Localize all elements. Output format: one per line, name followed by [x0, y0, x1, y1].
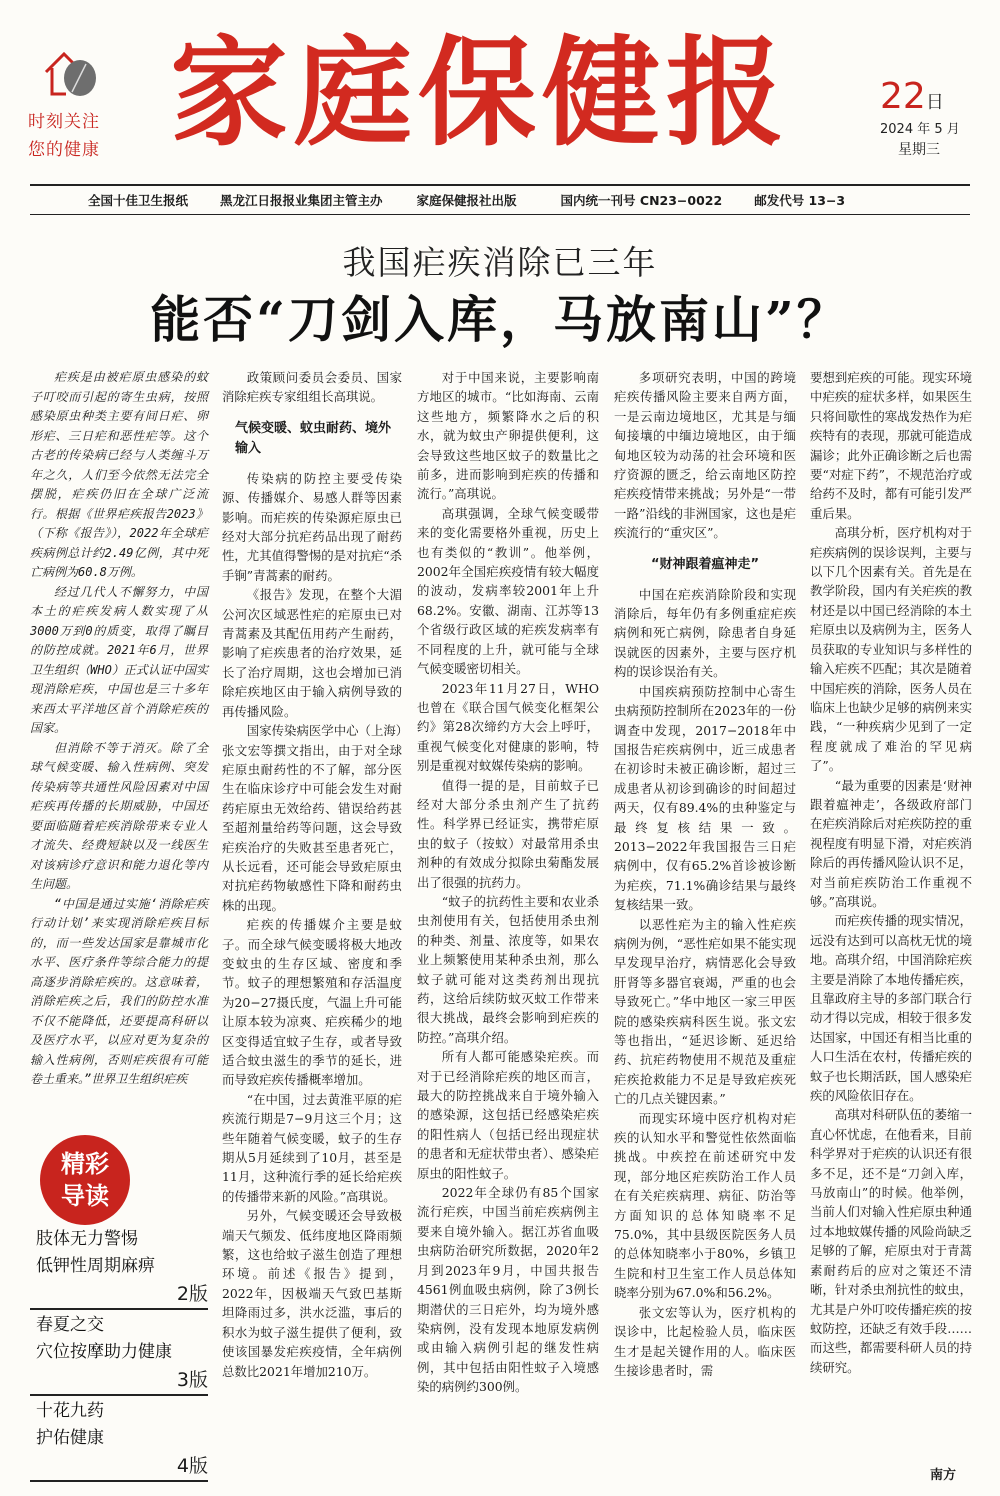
- article-column-4: [614, 368, 796, 1380]
- highlights-badge-line-2: 导读: [61, 1182, 109, 1210]
- info-award: 全国十佳卫生报纸: [88, 193, 189, 208]
- highlight-line-2: 低钾性周期麻痹: [36, 1256, 155, 1276]
- article-column-2: [222, 368, 402, 1381]
- paragraph: 中国在疟疾消除阶段和实现消除后，每年仍有多例重症疟疾病例和死亡病例，除患者自身延误就医的因素外，主要与医疗机构的误诊误治有关。: [614, 586, 796, 680]
- highlight-page: 3版: [30, 1365, 208, 1396]
- highlight-line-1: 春夏之交: [36, 1315, 104, 1335]
- paragraph: 但消除不等于消灭。除了全球气候变暖、输入性病例、突发传染病等共通性风险因素对中国疟疾再传播的长期威胁，中国还要面临随着疟疾消除带来专业人才流失、经费短缺以及一线医生对该病诊疗意识和能力退化等内生问题。: [30, 740, 208, 891]
- paragraph: 所有人都可能感染疟疾。而对于已经消除疟疾的地区而言，最大的防控挑战来自于境外输入的感染源，这包括已经感染疟疾的阳性病人（包括已经出现症状的患者和无症状带虫者）、感染疟原虫的阳性蚊子。: [417, 1049, 599, 1181]
- highlight-page: 4版: [30, 1451, 208, 1482]
- publication-info-bar: [30, 184, 970, 215]
- paragraph: 张文宏等认为，医疗机构的误诊中，比起检验人员，临床医生才是起关键作用的人。临床医生接诊患者时，需: [614, 1304, 796, 1378]
- weekday: 星期三: [898, 142, 940, 158]
- info-issn: 国内统一刊号 CN23−0022: [560, 193, 723, 208]
- paragraph: “最为重要的因素是‘财神跟着瘟神走’，各级政府部门在疟疾消除后对疟疾防控的重视程度有明显下滑，对疟疾消除后的再传播风险认识不足，对当前疟疾防治工作重视不够。”高琪说。: [810, 777, 972, 909]
- paragraph: 以恶性疟为主的输入性疟疾病例为例，“恶性疟如果不能实现早发现早治疗，病情恶化会导致肝肾等多器官衰竭，严重的也会导致死亡。”华中地区一家三甲医院的感染疾病科医生说。张文宏等也指出，“延迟诊断、延迟给药、抗疟药物使用不规范及重症疟疾抢救能力不足是导致疟疾死亡的几点关键因素。”: [614, 916, 796, 1107]
- paragraph: 疟疾的传播媒介主要是蚊子。而全球气候变暖将极大地改变蚊虫的生存区域、密度和季节。蚊子的理想繁殖和存活温度为20−27摄氏度，气温上升可能让原本较为凉爽、疟疾稀少的地区变得适宜蚊子生存，或者导致适合蚊虫滋生的季节的延长，进而导致疟疾传播概率增加。: [222, 917, 402, 1088]
- highlight-item[interactable]: [30, 1398, 210, 1452]
- paragraph: 《报告》发现，在整个大湄公河次区域恶性疟的疟原虫已对青蒿素及其配伍用药产生耐药，影响了疟疾患者的治疗效果，延长了治疗周期，这也会增加已消除疟疾地区由于输入病例导致的再传播风险。: [222, 587, 402, 719]
- slogan-line-2: 您的健康: [28, 140, 100, 160]
- paragraph: “在中国，过去黄淮平原的疟疾流行期是7−9月这三个月；这些年随着气候变暖，蚊子的生存期从5月延续到了10月，甚至是11月，这种流行季的延长给疟疾的传播带来新的风险。”高琪说。: [222, 1091, 402, 1204]
- highlight-line-2: 护佑健康: [36, 1428, 104, 1448]
- paragraph: 中国疾病预防控制中心寄生虫病预防控制所在2023年的一份调查中发现，2017−2018年中国报告疟疾病例中，近三成患者在初诊时未被正确诊断，超过三成患者从初诊到确诊的时间超过两天，仅有89.4%的虫种鉴定与最终复核结果一致。2013−2022年我国报告三日疟病例中，仅有65.2%首诊被诊断为疟疾，71.1%确诊结果与最终复核结果一致。: [614, 683, 796, 913]
- paragraph: 2022年全球仍有85个国家流行疟疾，中国当前疟疾病例主要来自境外输入。据江苏省血吸虫病防治研究所数据，2020年2月到2023年9月，中国共报告4561例血吸虫病例，除了3例长期潜伏的三日疟外，均为境外感染病例，没有发现本地原发病例或由输入病例引起的继发性病例，其中包括由阳性蚊子入境感染的病例约300例。: [417, 1185, 599, 1395]
- article-headline: 能否“刀剑入库，马放南山”？: [150, 290, 850, 349]
- paragraph: 政策顾问委员会委员、国家消除疟疾专家组组长高琪说。: [222, 370, 402, 405]
- paragraph: “蚊子的抗药性主要和农业杀虫剂使用有关，包括使用杀虫剂的种类、剂量、浓度等，如果农业上频繁使用某种杀虫剂，那么蚊子就可能对这类药剂出现抗药，这给后续防蚊灭蚊工作带来很大挑战，最终会影响到疟疾的防控。”高琪介绍。: [417, 893, 599, 1045]
- year-month: 2024 年 5 月: [880, 122, 960, 137]
- highlight-line-2: 穴位按摩助力健康: [36, 1342, 172, 1362]
- paragraph: 对于中国来说，主要影响南方地区的城市。“比如海南、云南这些地方，频繁降水之后的积水，就为蚊虫产卵提供便利，这会导致这些地区蚊子的数量比之前多，进而影响到疟疾的传播和流行。”高琪说。: [417, 370, 599, 502]
- house-leaf-logo-icon: [42, 48, 102, 100]
- paragraph: 国家传染病医学中心（上海）张文宏等撰文指出，由于对全球疟原虫耐药性的不了解，部分医生在临床诊疗中可能会发生对耐药疟原虫无效给药、错误给药甚至超剂量给药等问题，这会导致疟疾治疗的失败甚至患者死亡，从长远看，还可能会导致疟原虫对抗疟药物敏感性下降和耐药虫株的出现。: [222, 723, 402, 913]
- highlights-badge: [40, 1135, 130, 1225]
- paragraph: 高琪分析，医疗机构对于疟疾病例的误诊误判，主要与以下几个因素有关。首先是在教学阶段，国内有关疟疾的教材还是以中国已经消除的本土疟原虫以及病例为主，医务人员获取的专业知识与多样性的输入疟疾不匹配；其次是随着中国疟疾的消除，医务人员在临床上也缺少足够的病例来实践，“一种疾病少见到了一定程度就成了难治的罕见病了”。: [810, 525, 972, 774]
- issue-date: [880, 78, 980, 160]
- paragraph: 值得一提的是，目前蚊子已经对大部分杀虫剂产生了抗药性。科学界已经证实，携带疟原虫的蚊子（按蚊）对最常用杀虫剂种的有效成分拟除虫菊酯发展出了很强的抗药力。: [417, 777, 599, 890]
- paragraph: 而现实环境中医疗机构对疟疾的认知水平和警觉性依然面临挑战。中疾控在前述研究中发现，部分地区疟疾防治工作人员在有关疟疾病理、病征、防治等方面知识的总体知晓率不足75.0%，其中县级医院医务人员的总体知晓率小于80%，乡镇卫生院和村卫生室工作人员总体知晓率分别为67.0%和56.2%。: [614, 1110, 796, 1301]
- paragraph: 高琪对科研队伍的萎缩一直心怀忧虑，在他看来，目前科学界对于疟疾的认识还有很多不足，还不是“刀剑入库，马放南山”的时候。他举例，当前人们对输入性疟原虫种通过本地蚊媒传播的风险尚缺乏足够的了解，疟原虫对于青蒿素耐药后的应对之策还不清晰，针对杀虫剂抗性的蚊虫，尤其是户外叮咬传播疟疾的按蚊防控，还缺乏有效手段……而这些，都需要科研人员的持续研究。: [810, 1107, 972, 1375]
- highlight-page: 2版: [30, 1279, 208, 1310]
- article-kicker: 我国疟疾消除已三年: [342, 243, 658, 282]
- paragraph: 高琪强调，全球气候变暖带来的变化需要格外重视，历史上也有类似的“教训”。他举例，2002年全国疟疾疫情有较大幅度的波动，发病率较2001年上升68.2%。安徽、湖南、江苏等13个省级行政区域的疟疾发病率有不同程度的上升，就可能与全球气候变暖密切相关。: [417, 505, 599, 677]
- paragraph: 经过几代人不懈努力，中国本土的疟疾发病人数实现了从3000万到0的质变，取得了瞩目的防控成就。2021年6月，世界卫生组织（WHO）正式认证中国实现消除疟疾，中国也是三十多年来西太平洋地区首个消除疟疾的国家。: [30, 584, 208, 735]
- article-column-5: [810, 368, 972, 1377]
- info-publisher: 家庭保健报社出版: [416, 193, 517, 208]
- article-column-3: [417, 368, 599, 1397]
- info-postal-code: 邮发代号 13−3: [754, 193, 846, 208]
- highlight-item[interactable]: [30, 1312, 210, 1366]
- highlight-line-1: 十花九药: [36, 1401, 104, 1421]
- paragraph: 而疟疾传播的现实情况，远没有达到可以高枕无忧的境地。高琪介绍，中国消除疟疾主要是消除了本地传播疟疾，且靠政府主导的多部门联合行动才得以完成，相较于很多发达国家，中国还有相当比重的人口生活在农村，传播疟疾的蚊子也长期活跃，国人感染疟疾的风险依旧存在。: [810, 913, 972, 1104]
- highlight-item[interactable]: [30, 1226, 210, 1280]
- highlights-badge-line-1: 精彩: [61, 1150, 109, 1178]
- paragraph: 另外，气候变暖还会导致极端天气频发、低纬度地区降雨频繁，这也给蚊子滋生创造了理想环境。前述《报告》提到，2022年，因极端天气致巴基斯坦降雨过多，洪水泛滥，事后的积水为蚊子滋生提供了便利，致使该国暴发疟疾疫情，全年病例总数比2021年增加210万。: [222, 1208, 402, 1379]
- newspaper-title: 家庭保健报: [170, 23, 791, 162]
- paragraph: 疟疾是由被疟原虫感染的蚊子叮咬而引起的寄生虫病，按照感染原虫种类主要有间日疟、卵形疟、三日疟和恶性疟等。这个古老的传染病已经与人类缠斗万年之久，人们至今依然无法完全摆脱，疟疾仍旧在全球广泛流行。根据《世界疟疾报告2023》（下称《报告》），2022年全球疟疾病例总计约2.49亿例，其中死亡病例为60.8万例。: [30, 370, 208, 579]
- paragraph: 2023年11月27日，WHO也曾在《联合国气候变化框架公约》第28次缔约方大会上呼吁，重视气候变化对健康的影响，特别是重视对蚊媒传染病的影响。: [417, 680, 599, 774]
- article-column-1: [30, 368, 208, 1090]
- highlight-line-1: 肢体无力警惕: [36, 1229, 138, 1249]
- paragraph: 传染病的防控主要受传染源、传播媒介、易感人群等因素影响。而疟疾的传染源疟原虫已经对大部分抗疟药品出现了耐药性，尤其值得警惕的是对抗疟“杀手锏”青蒿素的耐药。: [222, 470, 402, 583]
- paragraph: “中国是通过实施‘消除疟疾行动计划’来实现消除疟疾目标的，而一些发达国家是靠城市化水平、医疗条件等综合能力的提高逐步消除疟疾的。这意味着，消除疟疾之后，我们的防控水准不仅不能降低，还要提高科研以及医疗水平，以应对更为复杂的输入性病例，否则疟疾很有可能卷土重来。”世界卫生组织疟疾: [30, 896, 208, 1086]
- slogan-line-1: 时刻关注: [28, 112, 100, 132]
- section-heading: “财神跟着瘟神走”: [650, 556, 760, 572]
- paragraph: 多项研究表明，中国的跨境疟疾传播风险主要来自两方面，一是云南边境地区，尤其是与缅甸接壤的中缅边境地区，由于缅甸地区较为动荡的社会环境和医疗资源的匮乏，给云南地区防控疟疾疫情带来挑战；另外是“一带一路”沿线的非洲国家，这也是疟疾流行的“重灾区”。: [614, 370, 796, 541]
- day-unit: 日: [925, 92, 944, 113]
- info-sponsor: 黑龙江日报报业集团主管主办: [220, 193, 383, 208]
- paragraph: 要想到疟疾的可能。现实环境中疟疾的症状多样，如果医生只将间歇性的寒战发热作为疟疾特有的表现，那就可能造成漏诊；此外正确诊断之后也需要“对症下药”，不规范治疗或给药不及时，都有可能引发严重后果。: [810, 370, 972, 521]
- day-number: 22: [880, 76, 926, 117]
- slogan: [28, 108, 128, 164]
- article-author: 南方: [930, 1468, 957, 1483]
- section-heading: 气候变暖、蚊虫耐药、境外输入: [235, 420, 392, 456]
